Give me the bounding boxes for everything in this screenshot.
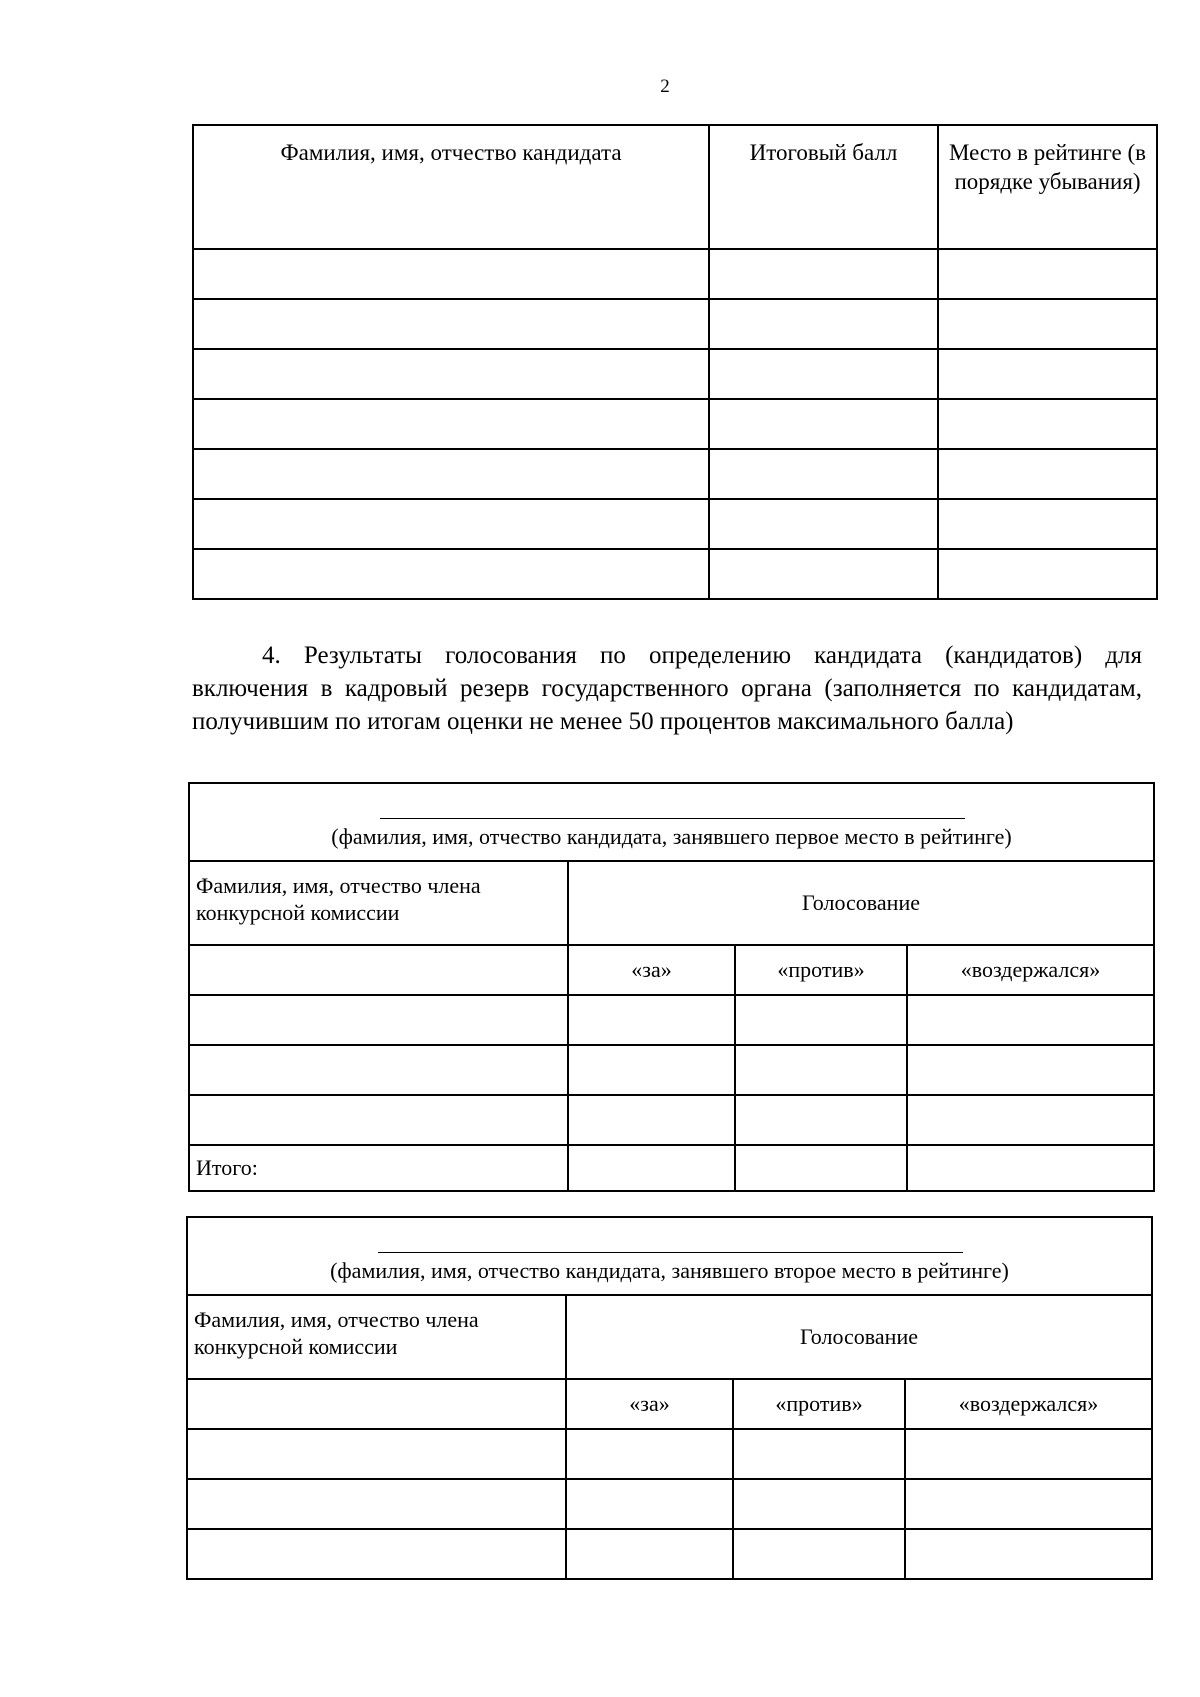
name-cell[interactable] [193,399,709,449]
vote-abstain-header: «воздержался» [905,1379,1152,1429]
table-row [187,1529,1152,1579]
vote-for-cell[interactable] [568,1045,735,1095]
vote-abstain-header: «воздержался» [907,945,1154,995]
table-row [193,399,1157,449]
score-cell[interactable] [709,399,938,449]
name-cell[interactable] [193,349,709,399]
vote-table-second-place [186,1216,1153,1580]
score-cell[interactable] [709,249,938,299]
table-row [193,249,1157,299]
vote-against-cell[interactable] [735,1095,907,1145]
member-header: Фамилия, имя, отчество члена конкурсной комиссии [189,861,568,945]
candidate-caption: (фамилия, имя, отчество кандидата, занявшего первое место в рейтинге) [331,824,1012,849]
vote-for-header: «за» [568,945,735,995]
header-total-score: Итоговый балл [709,125,938,249]
name-cell[interactable] [193,449,709,499]
rating-table-header [193,125,1157,249]
place-cell[interactable] [938,549,1157,599]
vote-for-cell[interactable] [566,1479,733,1529]
vote-for-cell[interactable] [568,1095,735,1145]
total-against-cell[interactable] [735,1145,907,1191]
member-cell[interactable] [187,1379,566,1429]
total-row [189,1145,1154,1191]
table-row [193,349,1157,399]
candidate-name-cell[interactable] [189,783,1154,861]
candidate-name-line [378,1252,963,1253]
candidate-caption: (фамилия, имя, отчество кандидата, занявшего второе место в рейтинге) [330,1258,1009,1283]
vote-against-cell[interactable] [735,995,907,1045]
vote-for-cell[interactable] [566,1529,733,1579]
table-row [189,995,1154,1045]
member-cell[interactable] [187,1429,566,1479]
table-row [187,1479,1152,1529]
vote-abstain-cell[interactable] [907,1045,1154,1095]
table-row [193,549,1157,599]
place-cell[interactable] [938,399,1157,449]
candidate-name-line [380,818,965,819]
vote-against-header: «против» [735,945,907,995]
table-row [189,1095,1154,1145]
voting-header: Голосование [568,861,1154,945]
name-cell[interactable] [193,549,709,599]
table-row [193,499,1157,549]
vote-abstain-cell[interactable] [905,1479,1152,1529]
member-cell[interactable] [187,1529,566,1579]
table-row [193,299,1157,349]
name-cell[interactable] [193,299,709,349]
table-row [189,1045,1154,1095]
candidate-name-cell[interactable] [187,1217,1152,1295]
place-cell[interactable] [938,449,1157,499]
vote-for-cell[interactable] [566,1429,733,1479]
total-for-cell[interactable] [568,1145,735,1191]
member-cell[interactable] [189,995,568,1045]
name-cell[interactable] [193,499,709,549]
vote-table-first-place [188,782,1155,1192]
vote-abstain-cell[interactable] [905,1429,1152,1479]
vote-against-header: «против» [733,1379,905,1429]
voting-header: Голосование [566,1295,1152,1379]
place-cell[interactable] [938,299,1157,349]
member-cell[interactable] [187,1479,566,1529]
member-cell[interactable] [189,945,568,995]
member-cell[interactable] [189,1045,568,1095]
place-cell[interactable] [938,499,1157,549]
total-label: Итого: [189,1145,568,1191]
vote-abstain-cell[interactable] [905,1529,1152,1579]
rating-table [192,124,1158,600]
vote-for-cell[interactable] [568,995,735,1045]
total-abstain-cell[interactable] [907,1145,1154,1191]
header-rating-place: Место в рейтинге (в порядке убывания) [938,125,1157,249]
vote-against-cell[interactable] [735,1045,907,1095]
name-cell[interactable] [193,249,709,299]
vote-for-header: «за» [566,1379,733,1429]
table-row [193,449,1157,499]
page-number: 2 [660,76,670,97]
score-cell[interactable] [709,499,938,549]
vote-against-cell[interactable] [733,1479,905,1529]
score-cell[interactable] [709,449,938,499]
section-4-paragraph: 4. Результаты голосования по определению кандидата (кандидатов) для включения в кадровый резерв государственного органа (заполняется по кандидатам, получившим по итогам оценки не менее 50 процентов максимального балла) [192,642,1142,735]
place-cell[interactable] [938,249,1157,299]
vote-against-cell[interactable] [733,1429,905,1479]
member-header: Фамилия, имя, отчество члена конкурсной комиссии [187,1295,566,1379]
vote-against-cell[interactable] [733,1529,905,1579]
score-cell[interactable] [709,349,938,399]
score-cell[interactable] [709,299,938,349]
score-cell[interactable] [709,549,938,599]
vote-abstain-cell[interactable] [907,1095,1154,1145]
member-cell[interactable] [189,1095,568,1145]
vote-abstain-cell[interactable] [907,995,1154,1045]
header-candidate-name: Фамилия, имя, отчество кандидата [193,125,709,249]
place-cell[interactable] [938,349,1157,399]
table-row [187,1429,1152,1479]
